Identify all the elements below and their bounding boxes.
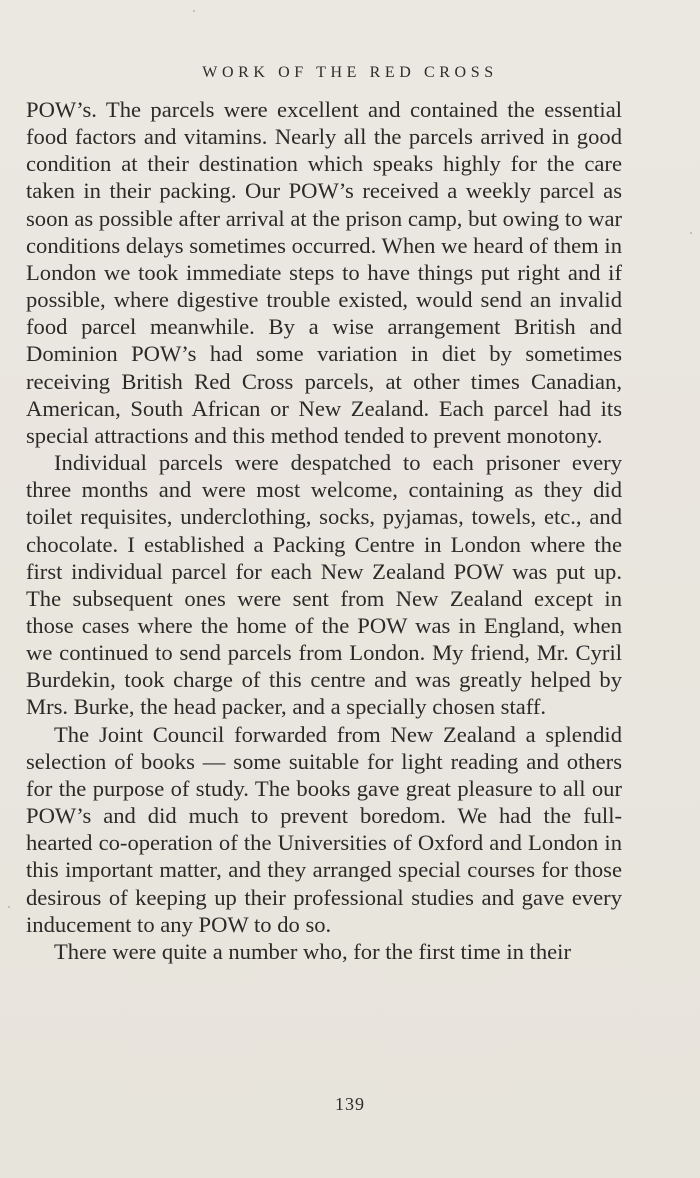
paragraph-2: Individual parcels were despatched to each prisoner every three months and were most welcome, containing as they did toilet requisites, underclothing, socks, pyjamas, towels, etc., and chocolate. I established a Packing Centre in London where the first individual parcel for each New Zealand POW was put up. The subsequent ones were sent from New Zealand except in those cases where the home of the POW was in England, when we continued to send parcels from London. My friend, Mr. Cyril Burdekin, took charge of this centre and was greatly helped by Mrs. Burke, the head packer, and a specially chosen staff. (26, 450, 622, 720)
paragraph-1: POW’s. The parcels were excellent and contained the essential food factors and vitamins. Nearly all the parcels arrived in good condition at their destination which speaks highly for the care taken in their packing. Our POW’s received a weekly parcel as soon as possible after arrival at the prison camp, but owing to war conditions delays sometimes occurred. When we heard of them in London we took immediate steps to have things put right and if possible, where digestive trouble existed, would send an invalid food parcel meanwhile. By a wise arrangement British and Dominion POW’s had some variation in diet by sometimes receiving British Red Cross parcels, at other times Canadian, American, South African or New Zealand. Each parcel had its special attractions and this method tended to prevent monotony. (26, 97, 622, 448)
paper-speck (193, 10, 195, 12)
paragraph-4: There were quite a number who, for the first time in their (54, 938, 571, 964)
paper-speck (690, 232, 692, 234)
body-text (26, 96, 622, 965)
paragraph-3: The Joint Council forwarded from New Zealand a splendid selection of books — some suitable for light reading and others for the purpose of study. The books gave great pleasure to all our POW’s and did much to prevent boredom. We had the full-hearted co-operation of the Universities of Oxford and London in this important matter, and they arranged special courses for those desirous of keeping up their professional studies and gave every inducement to any POW to do so. (26, 721, 622, 937)
running-head: WORK OF THE RED CROSS (202, 64, 498, 81)
page-number: 139 (335, 1094, 365, 1114)
paper-speck (8, 906, 10, 908)
